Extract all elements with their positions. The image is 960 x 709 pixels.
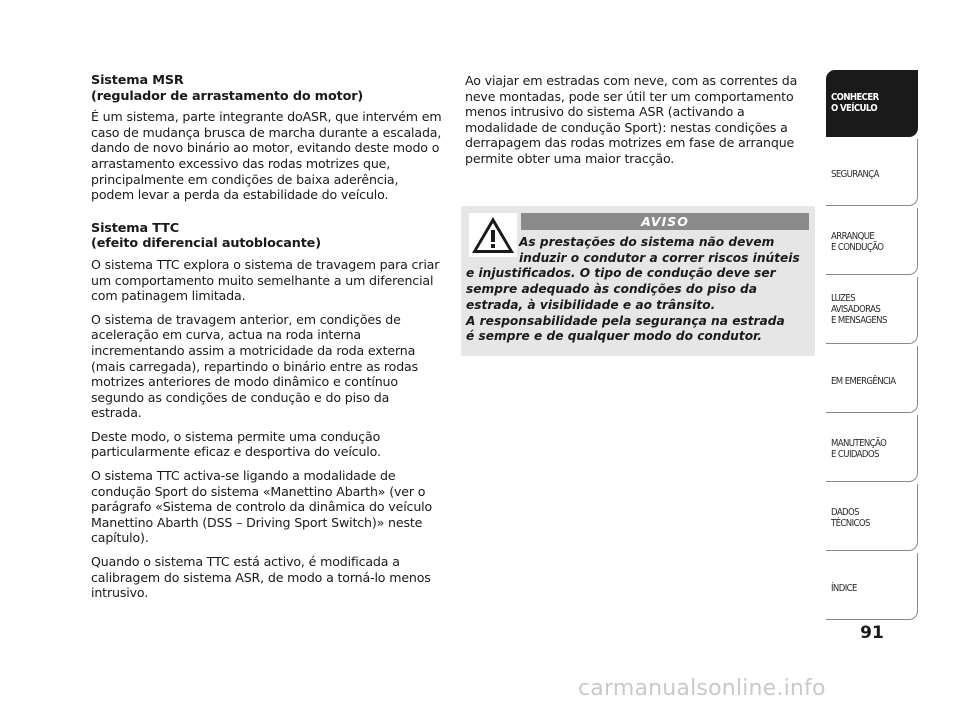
warning-box (461, 206, 815, 356)
tab-manutencao-e-cuidados[interactable]: MANUTENÇÃO E CUIDADOS (826, 415, 918, 482)
watermark: carmanualsonline.info (578, 676, 826, 701)
tab-conhecer-o-veiculo[interactable]: CONHECER O VEÍCULO (826, 70, 918, 137)
right-paragraph: Ao viajar em estradas com neve, com as correntes da neve montadas, pode ser útil ter um comportamento menos intrusivo do sistema ASR (activando a modalidade de condução Sport): nestas condições a derrapagem das rodas motrizes em fase de arranque permite obter uma maior tracção. (465, 73, 798, 166)
ttc-paragraph-4: O sistema TTC activa-se ligando a modalidade de condução Sport do sistema «Manettino Abarth» (ver o parágrafo «Sistema de controlo da dinâmica do veículo Manettino Abarth (DSS – Driving Sport Switch)» neste capítulo). (91, 468, 433, 546)
tab-arranque-e-conducao[interactable]: ARRANQUE E CONDUÇÃO (826, 208, 918, 275)
left-column (91, 73, 443, 609)
tab-dados-tecnicos[interactable]: DADOS TÉCNICOS (826, 484, 918, 551)
ttc-paragraph-2: O sistema de travagem anterior, em condições de aceleração em curva, actua na roda interna incrementando assim a motricidade da roda externa (mais carregada), repartindo o binário entre as rodas motrizes anteriores de modo dinâmico e contínuo segundo as condições de condução e do piso da estrada. (91, 311, 419, 421)
tab-em-emergencia[interactable]: EM EMERGÊNCIA (826, 346, 918, 413)
ttc-heading: Sistema TTC (efeito diferencial autoblocante) (91, 220, 321, 252)
warning-text: As prestações do sistema não devem induzir o condutor a correr riscos inúteis e injustificados. O tipo de condução deve ser sempre adequado às condições do piso da estrada, à visibilidade e ao trânsito. A responsabilidade pela segurança na estrada é sempre e de qualquer modo do condutor. (466, 235, 800, 344)
msr-paragraph: É um sistema, parte integrante doASR, que intervém em caso de mudança brusca de marcha durante a escalada, dando de novo binário ao motor, evitando deste modo o arrastamento excessivo das rodas motrizes que, principalmente em condições de baixa aderência, podem levar a perda da estabilidade do veículo. (91, 109, 442, 203)
section-tabs (826, 70, 918, 622)
ttc-paragraph-1: O sistema TTC explora o sistema de travagem para criar um comportamento muito semelhante a um diferencial com patinagem limitada. (91, 256, 440, 304)
warning-label: AVISO (521, 213, 809, 230)
tab-indice[interactable]: ÍNDICE (826, 553, 918, 620)
right-column (465, 73, 810, 175)
ttc-paragraph-3: Deste modo, o sistema permite uma condução particularmente eficaz e desportiva do veículo. (91, 428, 381, 460)
tab-luzes-avisadoras-e-mensagens[interactable]: LUZES AVISADORAS E MENSAGENS (826, 277, 918, 344)
msr-heading: Sistema MSR (regulador de arrastamento do motor) (91, 73, 364, 104)
page-number: 91 (860, 623, 884, 643)
tab-seguranca[interactable]: SEGURANÇA (826, 139, 918, 206)
ttc-paragraph-5: Quando o sistema TTC está activo, é modificada a calibragem do sistema ASR, de modo a torná-lo menos intrusivo. (91, 554, 431, 601)
